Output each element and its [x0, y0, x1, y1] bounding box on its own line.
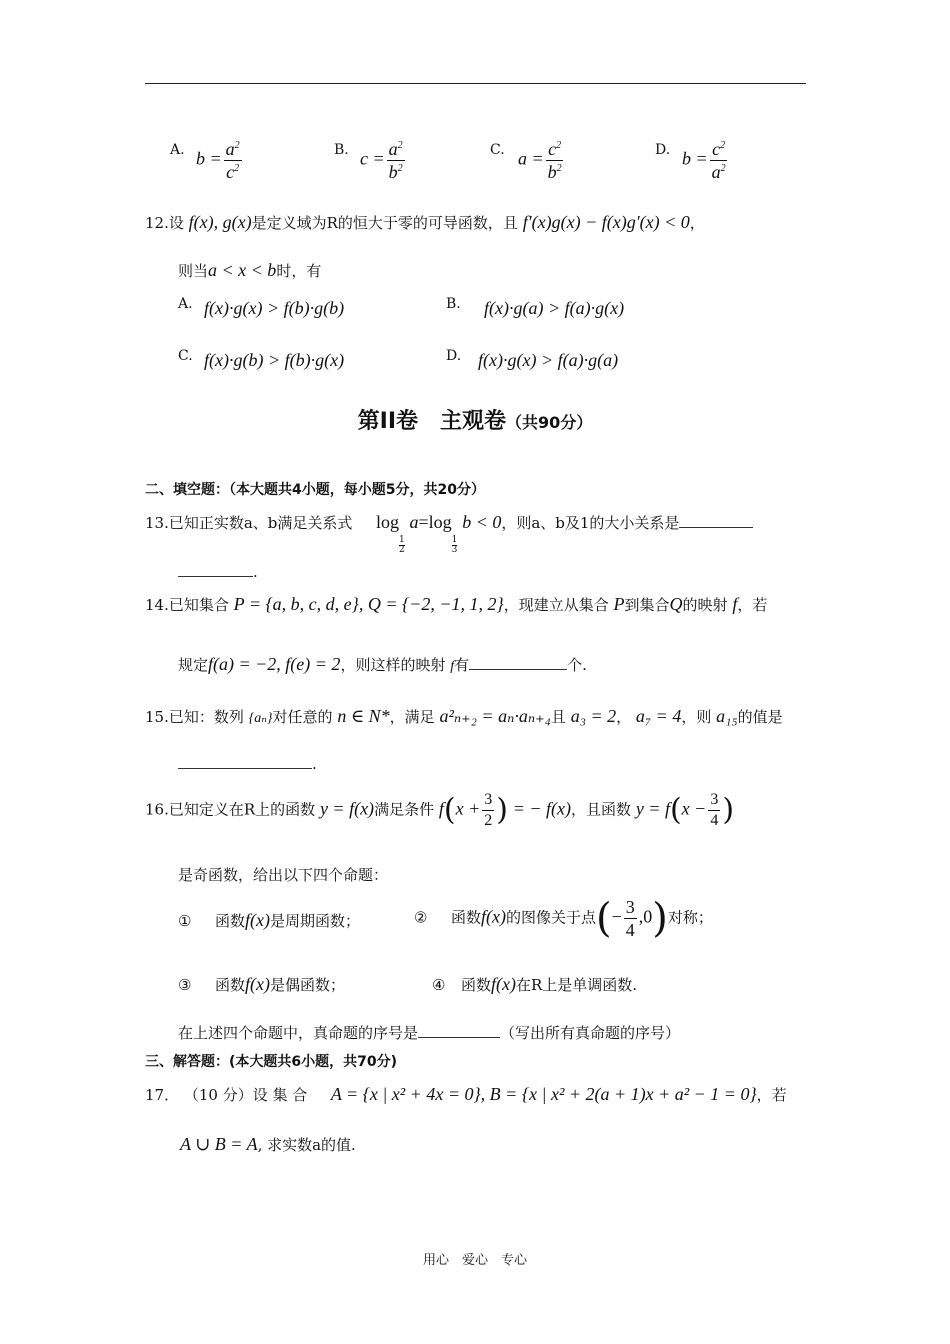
q14-text4: 的映射: [682, 596, 728, 614]
q14-text8: 有: [454, 656, 470, 674]
q13-text2: ，则a、b及1的大小关系是: [501, 514, 680, 532]
q11-c-den-exp: 2: [556, 163, 562, 174]
q14-text7: ，则这样的映射: [340, 656, 446, 674]
q11-c-den: b: [547, 162, 557, 182]
q15-text7: 的值是: [737, 708, 783, 726]
q16-text1: 已知定义在R上的函数: [168, 800, 316, 819]
q16-frac-num: 3: [482, 792, 494, 811]
q14-p: P: [613, 594, 625, 614]
q13-eq: =: [418, 512, 429, 532]
q13-text1: 已知正实数a、b满足关系式: [168, 514, 353, 532]
q12-line2: [178, 260, 321, 281]
q14-set-p: P = {a, b, c, d, e}: [233, 594, 359, 614]
header-rule: [145, 83, 806, 84]
q11-d-lhs: b: [682, 148, 691, 169]
q15-text4: 且: [550, 708, 566, 726]
q16-p2-fx: f(x): [481, 906, 507, 927]
q14-text6: 规定: [178, 656, 209, 674]
q17-text1: ，若: [756, 1086, 787, 1104]
q13-log1: log: [375, 512, 399, 532]
q13-answer-blank-a[interactable]: [679, 513, 753, 528]
q16-prop-2: ② 函数f(x)的图像关于点(− $\frac{3}{4}$ ,0)对称；: [414, 895, 713, 942]
q11-option-a-formula: b = $\frac{a^2}{c^2}$: [196, 139, 240, 182]
q17-number: 17．: [145, 1086, 180, 1104]
q15-text6: ，则: [681, 708, 712, 726]
q13-number: 13.: [145, 514, 169, 532]
q15-text5: ，: [616, 708, 632, 726]
q16-p3-fx: f(x): [245, 974, 271, 994]
q14-line2: [178, 654, 587, 675]
q13-end: .: [253, 563, 258, 581]
q16-line-final: [178, 1022, 680, 1043]
q14-text9: 个.: [567, 656, 587, 674]
q14-cond: f(a) = −2, f(e) = 2: [208, 654, 341, 674]
q13-base2-num: 1: [451, 535, 458, 545]
q12-text4: 则当: [178, 262, 209, 280]
q12-text5: 时，有: [276, 262, 322, 280]
q16-p2-frac-den: 4: [625, 920, 635, 940]
q16-p2-zero: ,0: [638, 906, 653, 927]
q15-a7: a₇ = 4: [635, 706, 682, 726]
q16-frac2-num: 3: [708, 792, 720, 811]
q16-p2-text1: 函数: [451, 908, 482, 927]
q16-line2: 是奇函数，给出以下四个命题：: [178, 866, 389, 884]
q13-b-lt0: b < 0: [462, 512, 502, 532]
q16-p3-text2: 是偶函数；: [270, 976, 346, 994]
q14-line1: [145, 594, 767, 615]
q13-log2: log: [428, 512, 452, 532]
q16-line1: 16.已知定义在R上的函数 y = f(x)满足条件 f(x + $\frac{3}{2}$ ) = − f(x)，且函数 y = f(x − $\frac{3}{4}$ ): [145, 791, 735, 829]
q16-p1-text2: 是周期函数；: [270, 912, 361, 930]
q12-text3: ，: [689, 214, 705, 232]
q14-text2: ，现建立从集合: [503, 596, 609, 614]
q16-p1-fx: f(x): [245, 910, 271, 930]
q11-c-lhs: a: [518, 148, 527, 169]
q14-answer-blank[interactable]: [469, 655, 567, 670]
q12-line1: [145, 212, 705, 233]
q17-cond: A ∪ B = A: [180, 1134, 258, 1154]
q11-b-num-exp: 2: [397, 140, 403, 151]
q16-p2-mark: ②: [414, 908, 428, 927]
q11-d-num-exp: 2: [720, 140, 726, 151]
q13-base2: [452, 536, 458, 555]
q13-base2-den: 3: [451, 545, 458, 555]
q16-answer-blank[interactable]: [418, 1023, 500, 1038]
q16-p1-mark: ①: [178, 912, 192, 930]
part-two-subtitle: （共90分）: [506, 413, 593, 432]
q17-line1: [145, 1084, 787, 1105]
q12-option-a: f(x)·g(x) > f(b)·g(b): [204, 298, 345, 318]
q16-x-plus: x +: [455, 798, 481, 819]
q13-base1-num: 1: [398, 535, 405, 545]
q13-var-a: a: [409, 512, 419, 532]
q15-text1: 已知：数列: [168, 708, 244, 726]
q12-option-d: f(x)·g(x) > f(a)·g(a): [478, 350, 619, 370]
q11-option-b-label: B.: [334, 142, 349, 158]
q16-rhs: = − f(x): [512, 798, 572, 819]
q16-frac2-den: 4: [710, 812, 719, 829]
q16-p3-text1: 函数: [215, 976, 246, 994]
q16-p4-fx: f(x): [491, 974, 517, 994]
q14-text1: 已知集合: [168, 596, 229, 614]
q11-a-den-exp: 2: [234, 163, 240, 174]
q17-text2: , 求实数a的值.: [257, 1136, 356, 1154]
q16-p3-mark: ③: [178, 976, 192, 994]
q16-p4-text1: 函数: [461, 976, 492, 994]
q16-frac-den: 2: [484, 812, 493, 829]
q12-text2: 是定义域为R的恒大于零的可导函数，且: [251, 214, 518, 232]
q11-option-c-formula: a = $\frac{c^2}{b^2}$: [518, 139, 562, 182]
q14-f2: f: [450, 659, 455, 674]
q11-a-lhs: b: [196, 148, 205, 169]
q11-option-c-label: C.: [490, 142, 505, 158]
q17-set-b: , B = {x | x² + 2(a + 1)x + a² − 1 = 0}: [480, 1084, 757, 1104]
q15-number: 15.: [145, 708, 169, 726]
q16-text3: ，且函数: [571, 800, 632, 819]
q14-q: Q: [669, 594, 683, 614]
q12-option-c-label: C.: [178, 348, 193, 364]
q13-answer-blank-b[interactable]: [178, 562, 253, 577]
q12-option-a-label: A.: [178, 296, 193, 312]
q11-d-num: c: [712, 139, 721, 159]
page-footer: 用心 爱心 专心: [422, 1253, 527, 1268]
q13-base1-den: 2: [398, 545, 405, 555]
q16-p2-frac-num: 3: [625, 897, 635, 917]
q14-text5: ，若: [737, 596, 768, 614]
q15-end: .: [312, 755, 317, 773]
q15-text3: ，满足: [389, 708, 435, 726]
q15-text2: 对任意的: [272, 708, 333, 726]
q13-base1: [399, 536, 405, 555]
q17-set-a: A = {x | x² + 4x = 0}: [330, 1084, 481, 1104]
q11-b-num: a: [388, 139, 398, 159]
section-fill-in-heading: 二、填空题：（本大题共4小题，每小题5分，共20分）: [145, 482, 485, 498]
q12-math1: f(x), g(x): [188, 212, 252, 232]
part-two-title-text: 第II卷 主观卷: [357, 409, 507, 434]
q15-line1: [145, 706, 783, 727]
q16-p4-mark: ④: [432, 976, 446, 994]
q16-p2-text2: 的图像关于点: [506, 908, 597, 927]
q12-text1: 设: [168, 214, 184, 232]
q16-f1: f: [438, 798, 444, 819]
q11-d-den: a: [711, 162, 721, 182]
q15-rel: a²ₙ₊₂ = aₙ·aₙ₊₄: [439, 706, 551, 726]
q11-option-d-formula: b = $\frac{c^2}{a^2}$: [682, 139, 726, 182]
q12-option-b-label: B.: [446, 296, 461, 312]
q14-number: 14.: [145, 596, 169, 614]
q13-line2: [178, 562, 258, 581]
q14-set-q: , Q = {−2, −1, 1, 2}: [358, 594, 504, 614]
q11-c-num: c: [548, 139, 557, 159]
q16-p1-text1: 函数: [215, 912, 246, 930]
q12-option-c: f(x)·g(b) > f(b)·g(x): [204, 350, 345, 370]
q14-f: f: [732, 594, 738, 614]
q14-text3: 到集合: [624, 596, 670, 614]
q11-b-den-exp: 2: [397, 163, 403, 174]
q16-number: 16.: [145, 800, 169, 819]
q16-p2-minus: −: [611, 906, 622, 927]
q11-b-den: b: [388, 162, 398, 182]
section-solve-heading: 三、解答题：(本大题共6小题，共70分): [145, 1054, 398, 1070]
q16-text6: （写出所有真命题的序号）: [500, 1024, 681, 1042]
q16-x-minus: x −: [681, 798, 707, 819]
q11-b-lhs: c: [360, 148, 368, 169]
q11-option-b-formula: c = $\frac{a^2}{b^2}$: [360, 139, 403, 182]
q17-line2: [180, 1134, 356, 1155]
part-two-title: [0, 404, 950, 435]
q16-y: y = f(x): [319, 798, 375, 819]
q15-n: n ∈ N*: [337, 706, 390, 726]
q15-line2: [178, 754, 317, 773]
q17-points: （10 分）设 集 合: [183, 1086, 308, 1104]
q16-p2-frac: [624, 898, 637, 939]
q12-math3: a < x < b: [208, 260, 277, 280]
q16-text5: 在上述四个命题中，真命题的序号是: [178, 1024, 419, 1042]
q11-a-num: a: [225, 139, 235, 159]
q11-c-num-exp: 2: [556, 140, 562, 151]
q15-seq: {aₙ}: [248, 711, 273, 726]
q12-option-b: f(x)·g(a) > f(a)·g(x): [484, 298, 625, 318]
q16-text2: 满足条件: [374, 800, 435, 819]
q11-d-den-exp: 2: [720, 163, 726, 174]
q15-answer-blank[interactable]: [178, 754, 312, 769]
q13-line1: [145, 512, 753, 555]
q16-prop-1: [178, 910, 360, 931]
q11-option-a-label: A.: [170, 142, 185, 158]
q11-option-d-label: D.: [655, 142, 671, 158]
q16-prop-3: [178, 974, 345, 995]
q16-frac-3-4: [708, 792, 720, 829]
q11-a-den: c: [226, 162, 235, 182]
q12-number: 12.: [145, 214, 169, 232]
q16-prop-4: [432, 974, 637, 995]
q16-frac-3-2: [482, 792, 494, 829]
q15-a3: a₃ = 2: [570, 706, 617, 726]
q16-y2: y = f: [635, 798, 670, 819]
q15-a15: a₁₅: [716, 706, 738, 726]
q12-math2: f′(x)g(x) − f(x)g′(x) < 0: [522, 212, 690, 232]
q12-option-d-label: D.: [446, 348, 462, 364]
q16-p4-text2: 在R上是单调函数.: [516, 976, 638, 994]
q11-a-num-exp: 2: [234, 140, 240, 151]
q16-p2-text3: 对称；: [667, 908, 713, 927]
